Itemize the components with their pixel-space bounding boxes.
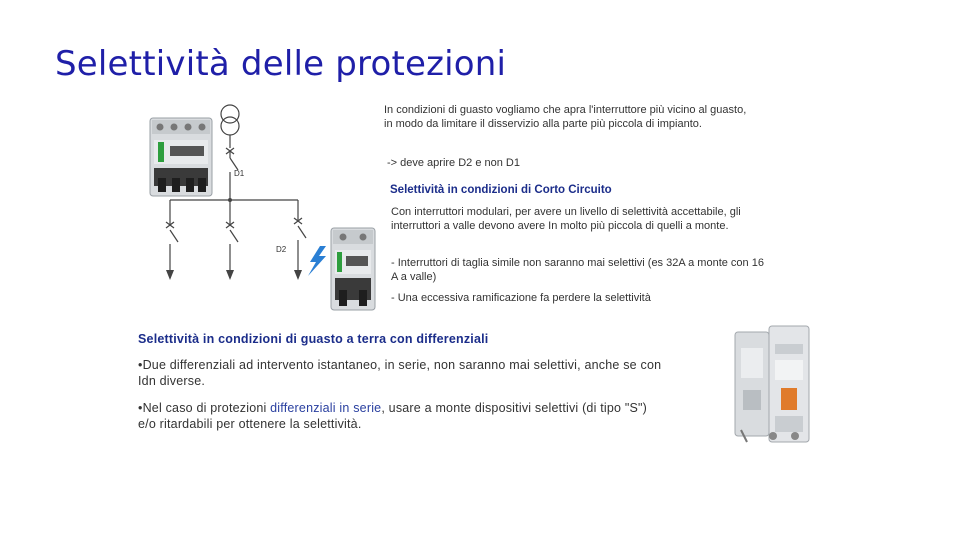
label-d1: D1	[234, 169, 245, 178]
earth-fault-heading: Selettività in condizioni di guasto a terra con differenziali	[138, 332, 489, 346]
branching-text: - Una eccessiva ramificazione fa perdere la selettività	[391, 292, 651, 304]
bullet2-suffix: , usare a monte dispositivi selettivi (di tipo "S") e/o ritardabili per ottenere la selettività.	[138, 401, 648, 431]
label-d2: D2	[276, 245, 287, 254]
breaker-2pole-image	[331, 228, 375, 310]
bullet-selective-rcd	[138, 400, 668, 432]
modular-breakers-text: Con interruttori modulari, per avere un livello di selettività accettabile, gli interruttori a valle devono avere In molto più piccola di quelli a monte.	[391, 206, 741, 232]
single-line-diagram	[150, 100, 350, 290]
bullet2-highlight: differenziali in serie	[270, 401, 382, 415]
same-size-text: - Interruttori di taglia simile non saranno mai selettivi (es 32A a monte con 16 A a valle)	[391, 257, 764, 283]
page-title: Selettività delle protezioni	[55, 44, 507, 84]
short-circuit-heading: Selettività in condizioni di Corto Circuito	[390, 184, 612, 196]
bullet2-prefix: •Nel caso di protezioni	[138, 401, 271, 415]
intro-text: In condizioni di guasto vogliamo che apra l'interruttore più vicino al guasto, in modo da limitare il disservizio alla parte più piccola di impianto.	[384, 104, 747, 130]
arrow-note: -> deve aprire D2 e non D1	[387, 157, 520, 169]
rcd-device-image	[735, 326, 815, 450]
bullet-instant-rcd: •Due differenziali ad intervento istantaneo, in serie, non saranno mai selettivi, anche se con Idn diverse.	[138, 358, 662, 388]
